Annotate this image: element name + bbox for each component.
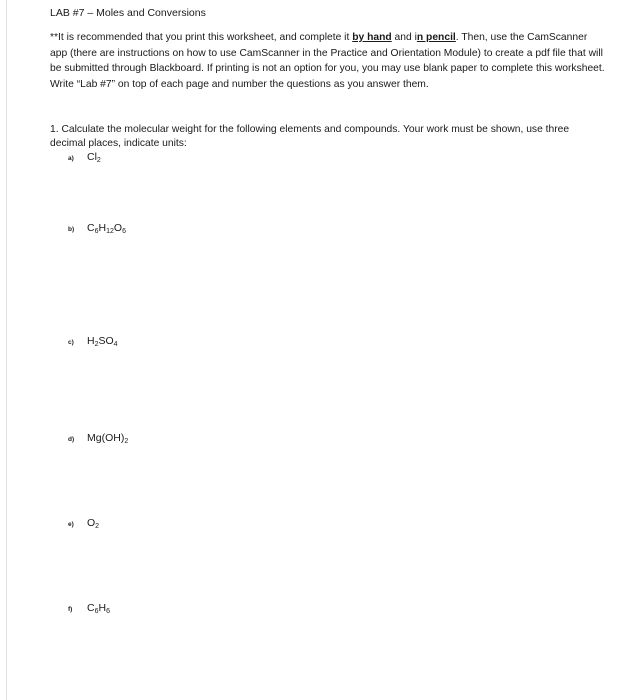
question-1-text: 1. Calculate the molecular weight for the following elements and compounds. Your work must be shown, use three decimal places, indicate units: [50,124,570,149]
item-letter: d) [68,436,75,443]
item-letter: c) [68,339,74,346]
chemical-formula [87,151,101,163]
formula-text: C [87,222,95,234]
formula-text: C [87,602,95,614]
formula-subscript: 6 [106,608,110,615]
chemical-formula [87,602,110,614]
formula-subscript: 4 [113,341,118,348]
formula-subscript: 6 [94,608,99,615]
formula-text: H [98,602,107,614]
page-title: LAB #7 – Moles and Conversions [50,7,206,19]
formula-text: SO [98,335,114,347]
formula-subscript: 12 [106,228,114,235]
intro-emphasis-pencil: n pencil [416,32,456,43]
item-a [68,151,101,163]
chemical-formula [87,432,128,444]
item-letter: b) [68,226,75,233]
item-letter: f) [68,606,73,613]
item-letter: a) [68,155,74,162]
item-c [68,335,118,347]
item-d [68,432,128,444]
formula-subscript: 2 [95,523,100,530]
formula-subscript: 2 [124,438,129,445]
item-letter: e) [68,521,74,528]
formula-subscript: 2 [96,157,101,164]
formula-text: H [87,335,95,347]
item-b [68,222,126,234]
item-f [68,602,110,614]
intro-text-3: . Then, use the CamScanner app (there are instructions on how to use CamScanner in the Practice and Orientation Module) to create a pdf file that will be submitted through Blackboard. If printing is not an option for you, you may use blank paper to complete this worksheet. Write “Lab #7” on top of each page and number the questions as you answer them. [50,32,605,90]
chemical-formula [87,222,126,234]
chemical-formula [87,335,118,347]
formula-text: Mg(OH) [87,432,125,444]
intro-text-1: **It is recommended that you print this worksheet, and complete it [50,32,353,43]
chemical-formula [87,517,99,529]
intro-text-2: and i [391,32,417,43]
formula-text: O [113,222,123,234]
formula-text: Cl [87,151,97,163]
intro-paragraph [50,30,606,92]
formula-text: O [87,517,96,529]
formula-subscript: 6 [122,228,126,235]
item-e [68,517,99,529]
formula-subscript: 6 [94,228,99,235]
formula-text: H [98,222,107,234]
intro-emphasis-by-hand: by hand [352,32,392,43]
page-edge-divider [6,0,7,700]
formula-subscript: 2 [94,341,99,348]
